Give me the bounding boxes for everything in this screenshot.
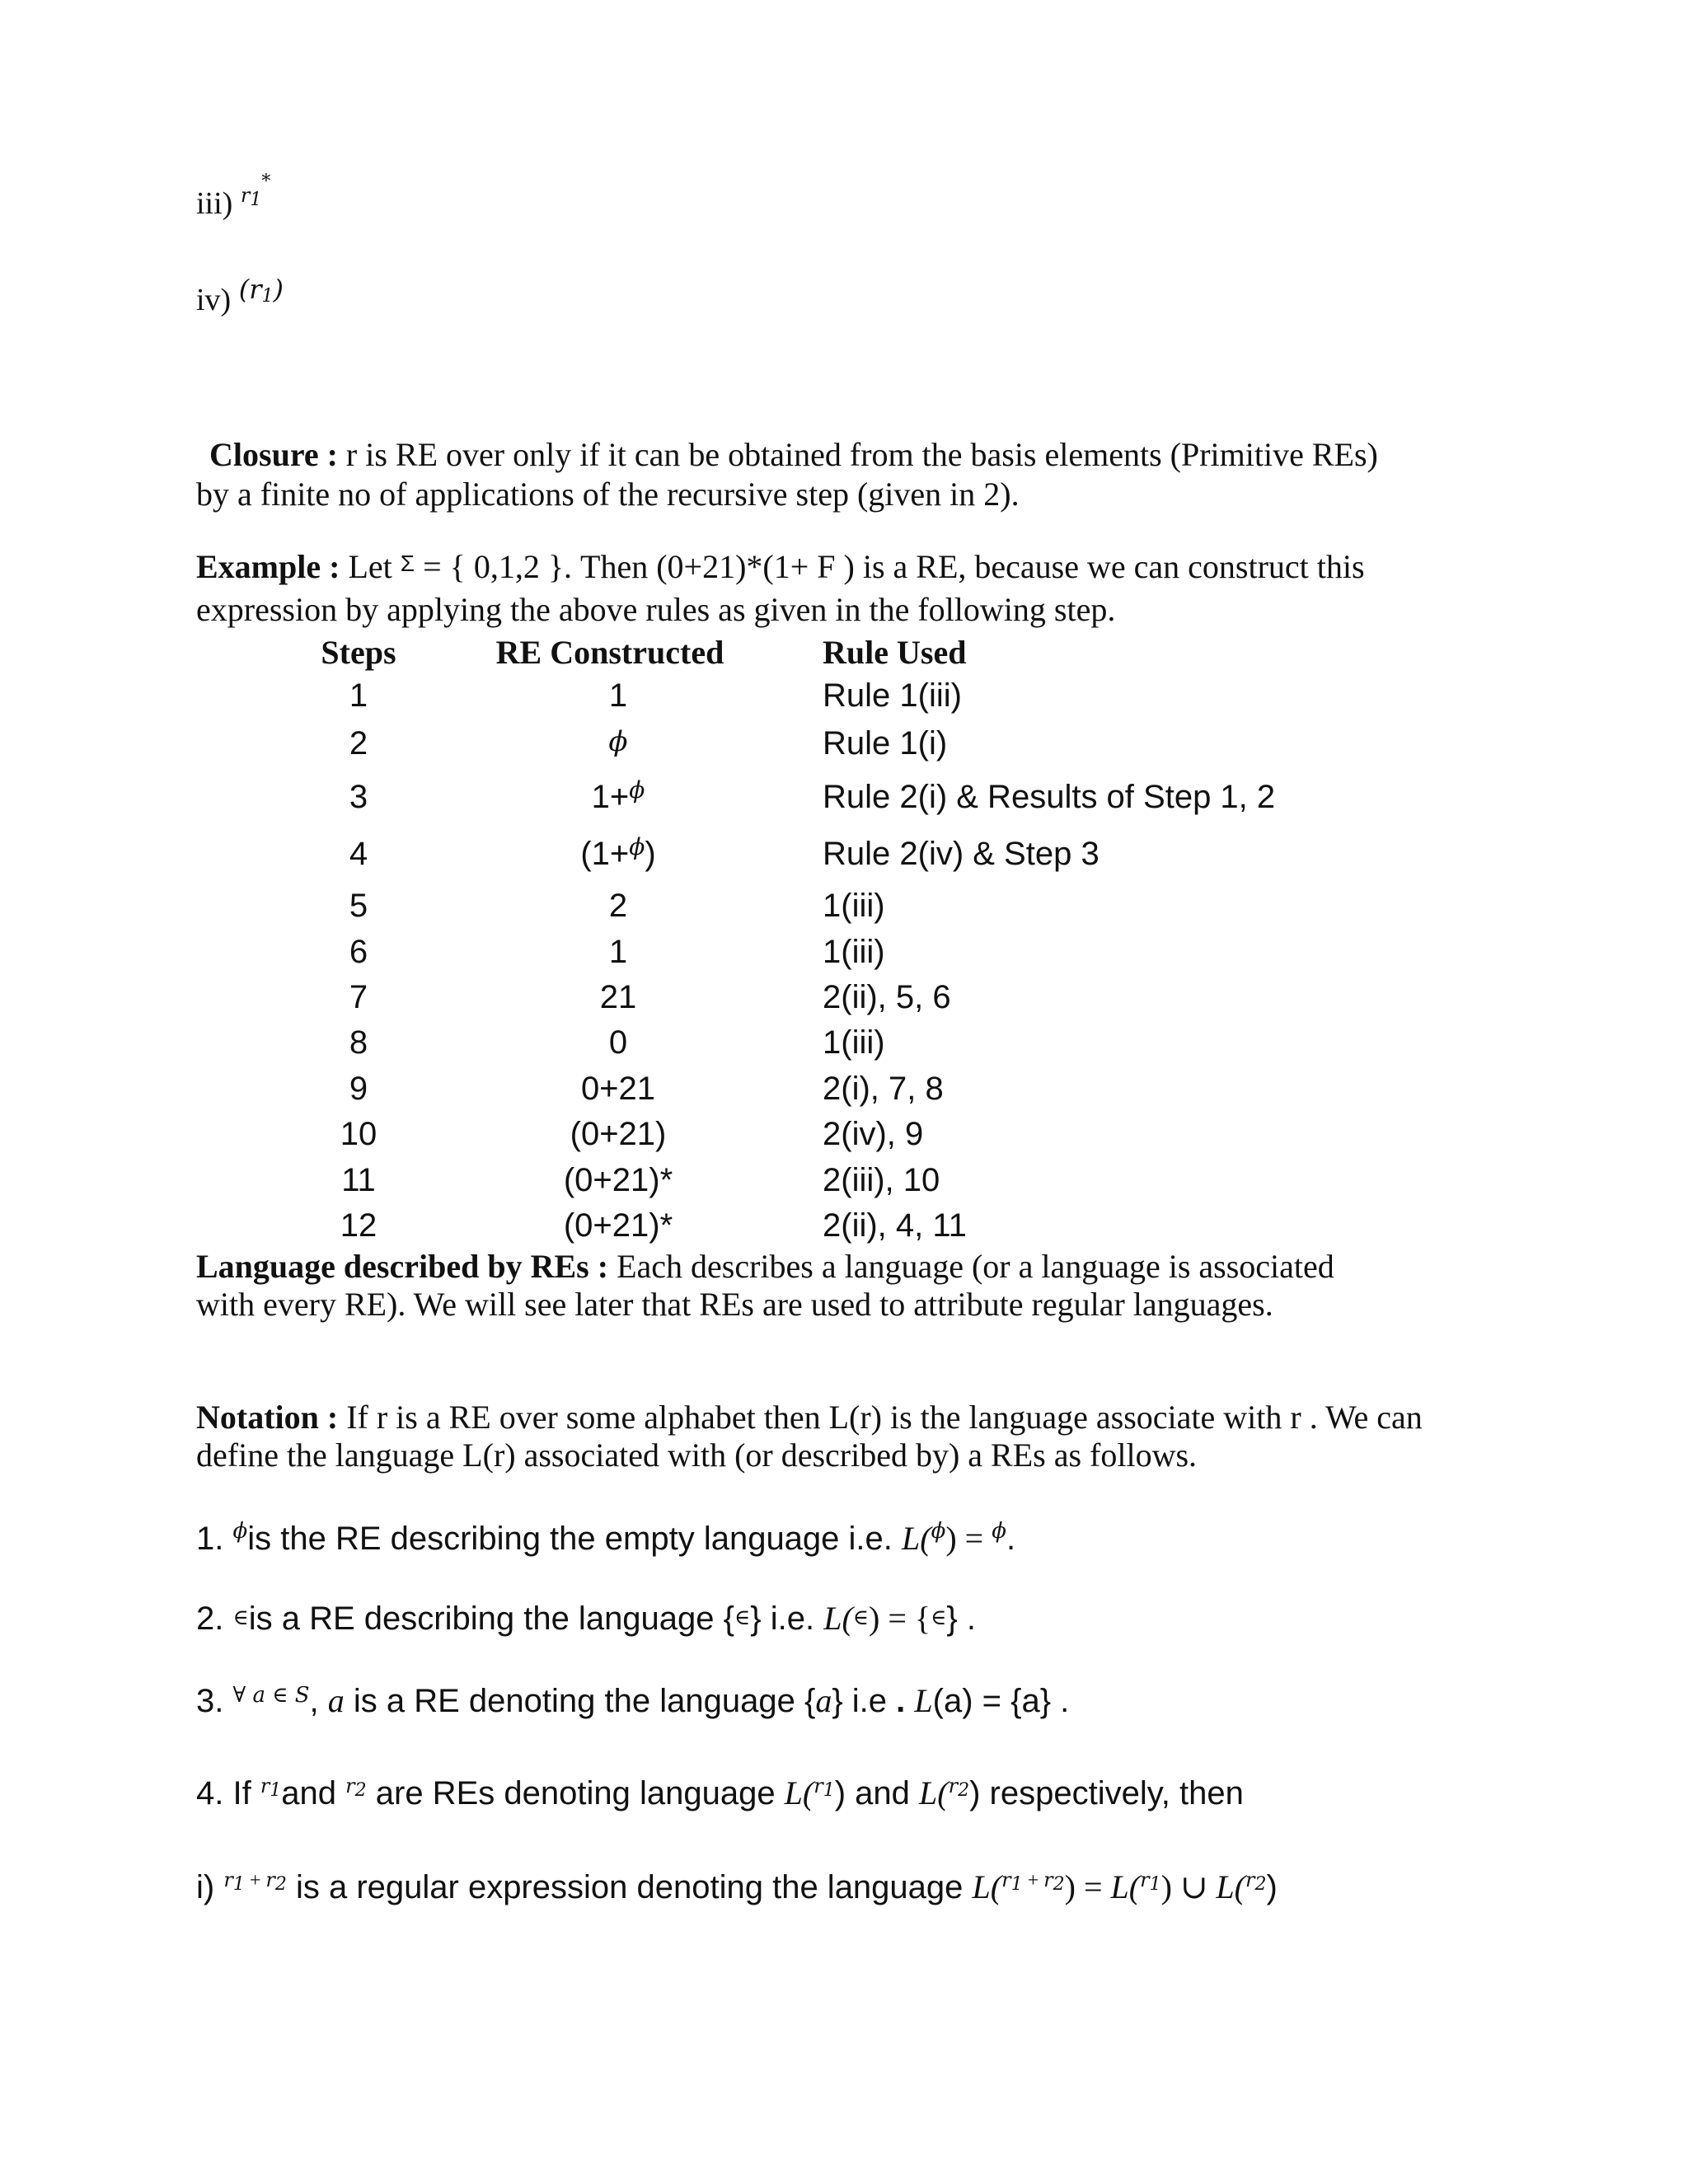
table-header	[0, 633, 1688, 682]
list-label: iii)	[196, 186, 233, 221]
phi-icon: ϕ	[992, 1519, 1006, 1544]
table-row: 10 (0+21) 2(iv), 9	[340, 1116, 924, 1152]
list-item-iv	[196, 274, 284, 318]
epsilon-icon: ∈	[232, 1605, 249, 1629]
table-row: 11 (0+21)* 2(iii), 10	[341, 1162, 940, 1198]
table-row: 6 1 1(iii)	[349, 934, 885, 970]
notation-paragraph: Notation : If r is a RE over some alphabet then L(r) is the language associate with r . We can define the language L(r) associated with (or described by) a REs as follows.	[196, 1399, 1423, 1474]
rule-2: 2. ∈is a RE describing the language {∈} i.e. L(∈) = {∈} .	[196, 1600, 976, 1637]
expression: (r1)	[238, 274, 284, 307]
header-re-constructed: RE Constructed	[495, 634, 724, 671]
example-paragraph: Example : Let $^\Sigma$ = { 0,1,2 }. Then (0+21)*(1+ F ) is a RE, because we can construct this expression by applying the above rules as given in the following step.	[196, 548, 1365, 628]
list-label: iv)	[196, 283, 232, 317]
table-row: 8 0 1(iii)	[349, 1024, 885, 1061]
example-heading: Example :	[196, 548, 340, 585]
table-row: 12 (0+21)* 2(ii), 4, 11	[340, 1207, 967, 1244]
closure-paragraph: Closure : r is RE over only if it can be obtained from the basis elements (Primitive REs) by a finite no of applications of the recursive step (given in 2).	[196, 436, 1378, 513]
rule-1: 1. $^\phi$is the RE describing the empty language i.e. L($^\phi$) = $^\phi$.	[196, 1519, 1016, 1557]
table-row: 7 21 2(ii), 5, 6	[349, 979, 951, 1015]
language-heading: Language described by REs :	[196, 1248, 609, 1285]
rule-3: 3. $^{\forall a \in S}$, a is a RE denoting the language {a} i.e . L(a) = {a} .	[196, 1682, 1070, 1719]
list-item-iii	[196, 171, 271, 222]
epsilon-icon: ∈	[852, 1605, 870, 1629]
epsilon-icon: ∈	[931, 1605, 947, 1629]
closure-heading: Closure :	[209, 436, 338, 473]
header-rule-used: Rule Used	[823, 634, 967, 671]
header-steps: Steps	[321, 634, 396, 671]
rule-4-i: i) $^{r1 + r2}$ is a regular expression denoting the language L($^{r1 + r2}$) = L($^{r1}$) ∪ L($^{r2}$)	[196, 1868, 1278, 1905]
table-row: 1 1 Rule 1(iii)	[349, 677, 962, 714]
rule-4: 4. If $^{r1}$and $^{r2}$ are REs denoting language L($^{r1}$) and L($^{r2}$) respectively, then	[196, 1774, 1244, 1811]
phi-icon: ϕ	[608, 725, 628, 758]
phi-icon: ϕ	[931, 1519, 946, 1544]
table-row: 9 0+21 2(i), 7, 8	[349, 1071, 944, 1107]
phi-icon: ϕ	[629, 833, 645, 860]
phi-icon: ϕ	[629, 776, 645, 804]
language-paragraph: Language described by REs : Each describes a language (or a language is associated with every RE). We will see later that REs are used to attribute regular languages.	[196, 1248, 1334, 1323]
table-row: 5 2 1(iii)	[349, 888, 885, 924]
forall-icon: ∀ a ∈ S	[232, 1683, 310, 1708]
epsilon-icon: ∈	[734, 1605, 751, 1629]
table-row: 3 1+$^\phi$ Rule 2(i) & Results of Step 1, 2	[349, 776, 1276, 815]
table-row: 4 (1+$^\phi$) Rule 2(iv) & Step 3	[349, 833, 1100, 872]
expression: r1*	[240, 171, 271, 210]
phi-icon: ϕ	[232, 1519, 248, 1544]
sigma-symbol: Σ	[400, 551, 415, 576]
notation-heading: Notation :	[196, 1399, 339, 1436]
table-row: 2 ϕ Rule 1(i)	[349, 725, 948, 762]
